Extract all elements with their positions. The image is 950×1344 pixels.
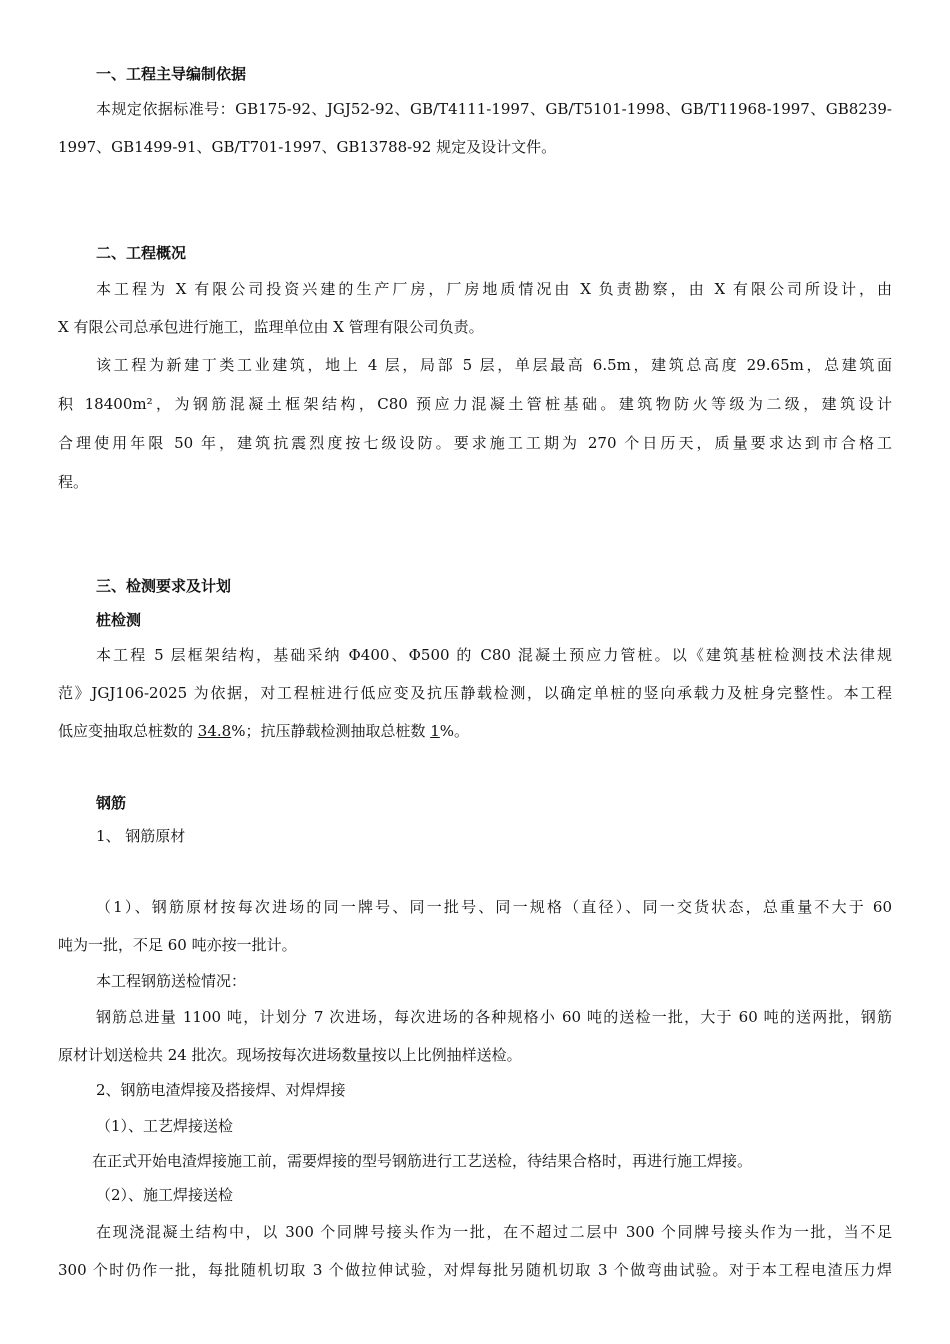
- pile-line-3-suffix: %。: [439, 722, 470, 740]
- steel-item-2-2: （2）、施工焊接送检: [96, 1186, 234, 1204]
- pile-low-strain-percent: 34.8: [197, 722, 232, 740]
- steel-item-1-1-line-1: （1）、钢筋原材按每次进场的同一牌号、同一批号、同一规格（直径）、同一交货状态，总重量不大于 60: [96, 898, 892, 916]
- steel-item-1: 1、 钢筋原材: [96, 827, 186, 845]
- section2-p2-line-3: 合理使用年限 50 年，建筑抗震烈度按七级设防。要求施工工期为 270 个日历天，质量要求达到市合格工: [58, 434, 892, 452]
- steel-inspect-line-1: 钢筋总进量 1100 吨，计划分 7 次进场，每次进场的各种规格小 60 吨的送检一批，大于 60 吨的送两批，钢筋: [96, 1008, 892, 1026]
- section2-p2-line-1: 该工程为新建丁类工业建筑，地上 4 层，局部 5 层，单层最高 6.5m，建筑总高度 29.65m，总建筑面: [96, 356, 892, 374]
- section1-line-1: 本规定依据标准号：GB175-92、JGJ52-92、GB/T4111-1997、GB/T5101-1998、GB/T11968-1997、GB8239-: [96, 100, 892, 118]
- steel-item-2: 2、钢筋电渣焊接及搭接焊、对焊焊接: [96, 1081, 346, 1099]
- steel-item-1-1-line-2: 吨为一批，不足 60 吨亦按一批计。: [58, 936, 297, 954]
- pile-line-2: 范》JGJ106-2025 为依据，对工程桩进行低应变及抗压静载检测，以确定单桩的竖向承载力及桩身完整性。本工程: [58, 684, 892, 702]
- pile-heading: 桩检测: [96, 611, 142, 629]
- steel-item-2-1-text: 在正式开始电渣焊接施工前，需要焊接的型号钢筋进行工艺送检，待结果合格时，再进行施工焊接。: [92, 1152, 753, 1170]
- section2-p2-line-4: 程。: [58, 473, 89, 491]
- section2-p1-line-2: X 有限公司总承包进行施工，监理单位由 X 管理有限公司负责。: [58, 318, 484, 336]
- steel-inspect-title: 本工程钢筋送检情况：: [96, 972, 247, 990]
- section1-heading: 一、工程主导编制依据: [96, 65, 247, 83]
- steel-item-2-1: （1）、工艺焊接送检: [96, 1117, 234, 1135]
- section3-heading: 三、检测要求及计划: [96, 577, 232, 595]
- section2-p2-line-2: 积 18400m²，为钢筋混凝土框架结构，C80 预应力混凝土管桩基础。建筑物防火等级为二级，建筑设计: [58, 395, 892, 413]
- pile-line-3: [58, 721, 892, 741]
- pile-line-1: 本工程 5 层框架结构，基础采纳 Φ400、Φ500 的 C80 混凝土预应力管桩。以《建筑基桩检测技术法律规: [96, 646, 892, 664]
- steel-inspect-line-2: 原材计划送检共 24 批次。现场按每次进场数量按以上比例抽样送检。: [58, 1046, 522, 1064]
- steel-item-2-2-line-1: 在现浇混凝土结构中，以 300 个同牌号接头作为一批，在不超过二层中 300 个同牌号接头作为一批，当不足: [96, 1223, 892, 1241]
- pile-line-3-mid: %；抗压静载检测抽取总桩数: [231, 722, 431, 740]
- section1-line-2: 1997、GB1499-91、GB/T701-1997、GB13788-92 规定及设计文件。: [58, 138, 557, 156]
- steel-item-2-2-line-2: 300 个时仍作一批，每批随机切取 3 个做拉伸试验，对焊每批另随机切取 3 个做弯曲试验。对于本工程电渣压力焊: [58, 1261, 892, 1279]
- pile-line-3-prefix: 低应变抽取总桩数的: [58, 722, 198, 740]
- section2-p1-line-1: 本工程为 X 有限公司投资兴建的生产厂房，厂房地质情况由 X 负责勘察，由 X 有限公司所设计，由: [96, 280, 892, 298]
- steel-heading: 钢筋: [96, 794, 127, 812]
- section2-heading: 二、工程概况: [96, 244, 187, 262]
- pile-static-load-percent: 1: [430, 722, 440, 740]
